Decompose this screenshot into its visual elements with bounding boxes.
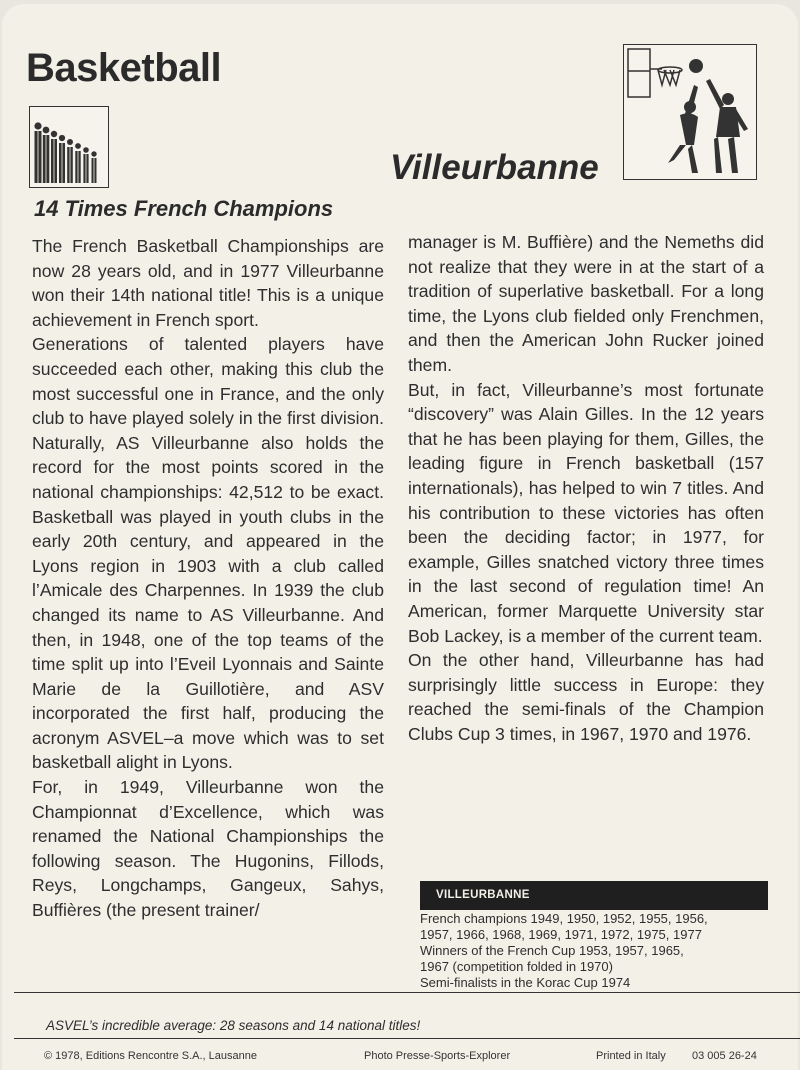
printed-location: Printed in Italy	[596, 1050, 666, 1062]
card-code: 03 005 26-24	[692, 1050, 757, 1062]
footnote: ASVEL’s incredible average: 28 seasons and 14 national titles!	[46, 1018, 421, 1033]
facts-box	[420, 911, 772, 993]
facts-heading: VILLEURBANNE	[420, 881, 768, 910]
article-column-right	[408, 230, 764, 746]
sports-card	[2, 4, 798, 1070]
article-paragraph: But, in fact, Villeurbanne’s most fortunate “discovery” was Alain Gilles. In the 12 years that he has been playing for them, Gilles, the leading figure in French basketball (157 internationals), has helped to win 7 titles. And his contribution to these victories has often been the deciding factor; in 1977, for example, Gilles snatched victory three times in the last second of regulation time! An American, former Marquette University star Bob Lackey, is a member of the current team.	[408, 379, 764, 646]
article-paragraph: Generations of talented players have succeeded each other, making this club the most successful one in France, and the only club to have played solely in the first division. Naturally, AS Villeurbanne also holds the record for the most points scored in the national championships: 42,512 to be exact. Basketball was played in youth clubs in the early 20th century, and appeared in the Lyons region in 1903 with a club called l’Amicale des Charpennes. In 1939 the club changed its name to AS Villeurbanne. And then, in 1948, one of the top teams of the time split up into l’Eveil Lyonnais and Sainte Marie de la Guillotière, and ASV incorporated the first half, producing the acronym ASVEL–a move which was to set basketball alight in Lyons.	[32, 334, 384, 773]
article-paragraph: The French Basketball Championships are now 28 years old, and in 1977 Villeurbanne won their 14th national title! This is a unique achievement in French sport.	[32, 236, 384, 330]
facts-line: Semi-finalists in the Korac Cup 1974	[420, 975, 630, 993]
facts-line: French champions 1949, 1950, 1952, 1955, 1956,	[420, 911, 708, 926]
facts-line: Winners of the French Cup 1953, 1957, 1965,	[420, 943, 684, 958]
facts-line: 1967 (competition folded in 1970)	[420, 959, 613, 974]
article-paragraph: manager is M. Buffière) and the Nemeths did not realize that they were in at the start of a tradition of superlative basketball. For a long time, the Lyons club fielded only Frenchmen, and then the American John Rucker joined them.	[408, 232, 764, 375]
divider	[14, 992, 800, 993]
article-paragraph: For, in 1949, Villeurbanne won the Championnat d’Excellence, which was renamed the National Championships the following season. The Hugonins, Fillods, Reys, Longchamps, Gangeux, Sahys, Buffières (the present trainer/	[32, 777, 384, 921]
article-subtitle: 14 Times French Champions	[34, 196, 334, 221]
article-column-left	[32, 234, 384, 923]
basketball-players-icon	[623, 44, 757, 180]
facts-line: 1957, 1966, 1968, 1969, 1971, 1972, 1975, 1977	[420, 927, 702, 942]
players-ranking-icon	[29, 106, 109, 188]
photo-credit: Photo Presse-Sports-Explorer	[364, 1050, 511, 1062]
divider	[14, 1038, 800, 1039]
article-paragraph: On the other hand, Villeurbanne has had surprisingly little success in Europe: they reached the semi-finals of the Champion Clubs Cup 3 times, in 1967, 1970 and 1976.	[408, 650, 764, 744]
copyright: © 1978, Editions Rencontre S.A., Lausanne	[44, 1050, 257, 1062]
sport-title: Basketball	[26, 46, 222, 90]
club-name: Villeurbanne	[390, 148, 599, 187]
